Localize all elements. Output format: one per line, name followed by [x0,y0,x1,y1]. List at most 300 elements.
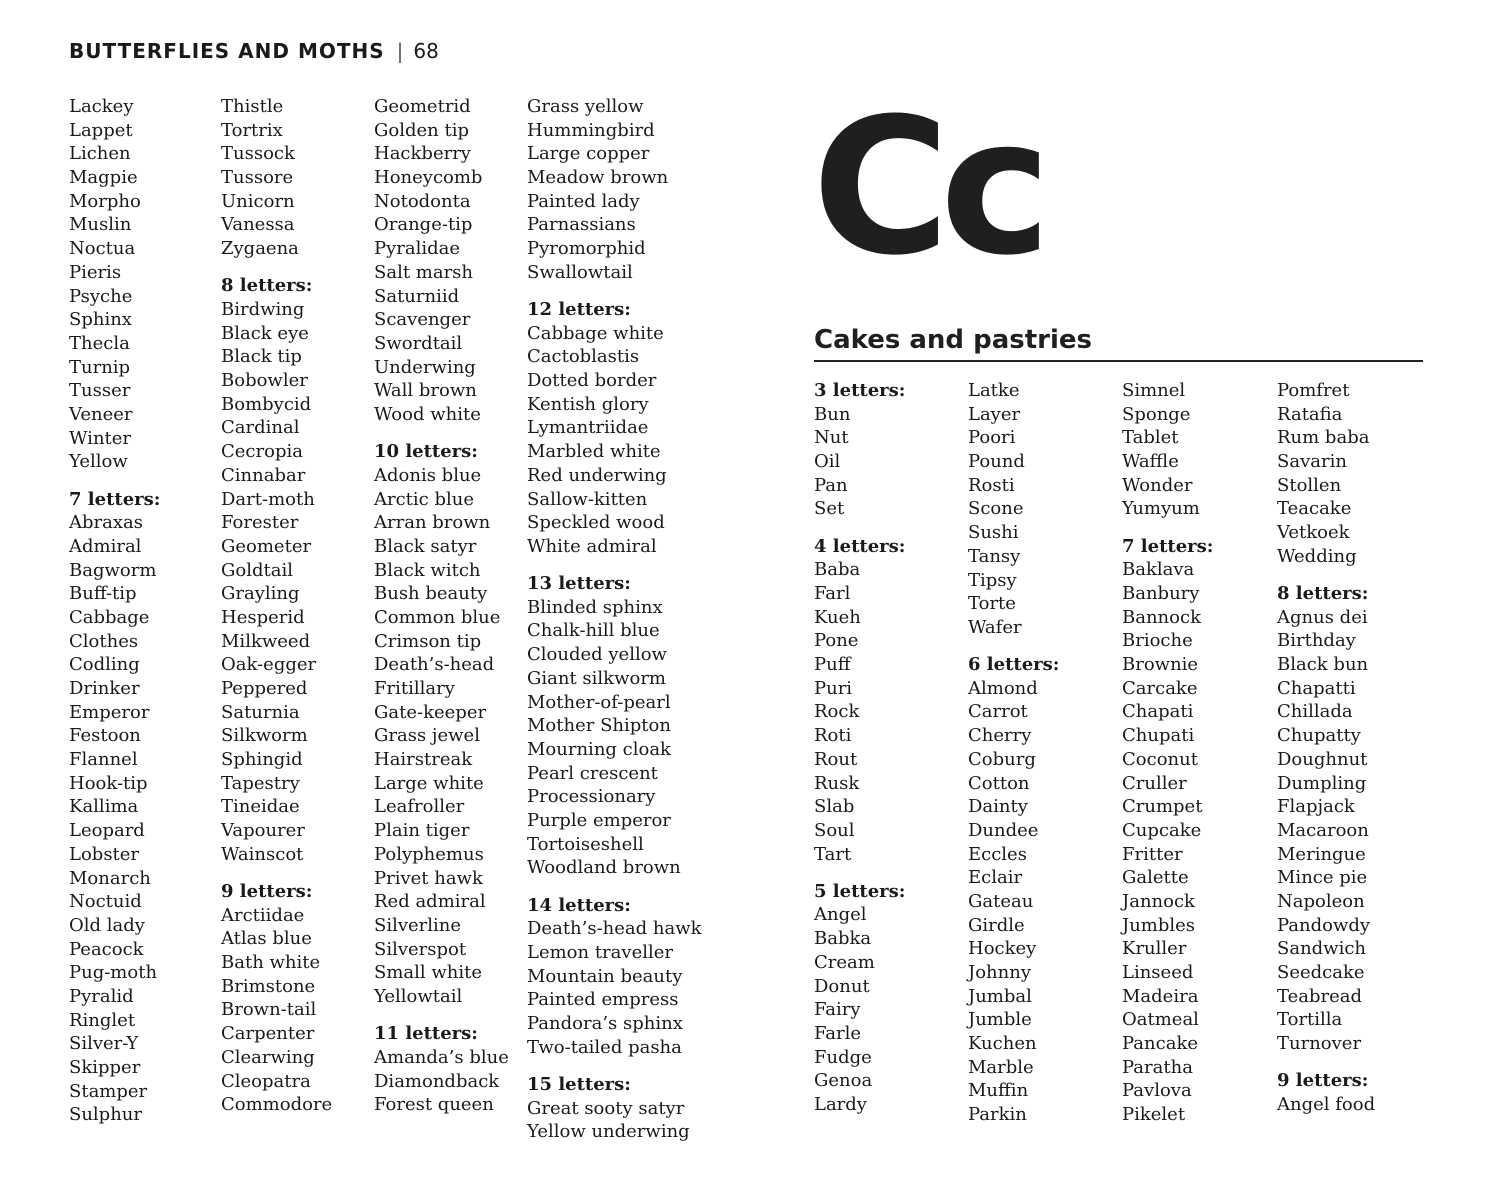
word-item: Turnip [69,356,131,378]
word-item: Mountain beauty [527,965,683,987]
butterflies-column-2 [221,95,332,1117]
word-item: Rusk [814,772,860,794]
word-item: Tansy [968,545,1021,567]
word-item: Silkworm [221,725,308,747]
word-item: Peppered [221,678,308,699]
word-item: Silverline [374,914,462,936]
word-item: Soul [814,819,855,841]
word-item: Eclair [968,867,1023,889]
word-item: Torte [968,593,1016,615]
word-item: Pound [968,451,1025,473]
word-item: Grass yellow [527,96,644,117]
word-item: Stollen [1277,474,1342,496]
spacer [814,521,905,535]
word-item: Common blue [374,606,501,628]
letter-count-heading: 8 letters: [1277,583,1369,604]
word-item: Speckled wood [527,512,665,534]
word-item: Cream [814,951,875,973]
word-item: Mince pie [1277,867,1368,889]
word-item: Farle [814,1022,862,1044]
word-item: Lymantriidae [527,417,649,439]
word-item: Chalk-hill blue [527,620,660,642]
header-separator: | [396,39,404,63]
word-item: Skipper [69,1057,141,1078]
word-item: Chupati [1122,725,1195,747]
butterflies-column-1 [69,95,160,1127]
word-item: Swordtail [374,332,463,354]
word-item: Carrot [968,701,1028,723]
word-item: Milkweed [221,630,311,652]
spacer [374,1009,509,1023]
word-item: Gate-keeper [374,701,487,723]
word-item: Thistle [221,96,284,117]
word-item: Lackey [69,96,134,117]
letter-count-heading: 3 letters: [814,380,906,401]
word-item: Kuchen [968,1033,1037,1055]
word-item: Babka [814,928,872,950]
word-item: Commodore [221,1094,333,1116]
word-item: Almond [968,677,1038,699]
word-item: Adonis blue [374,464,482,486]
word-item: Notodonta [374,190,471,212]
word-item: Tussock [221,143,295,165]
word-item: Sallow-kitten [527,488,648,510]
word-item: Carcake [1122,677,1198,699]
letter-count-heading: 8 letters: [221,275,313,297]
word-item: Sandwich [1277,938,1367,960]
word-item: Scavenger [374,309,471,331]
word-item: Black tip [221,346,302,368]
word-item: Pancake [1122,1033,1198,1055]
word-item: Turnover [1277,1033,1362,1055]
word-item: Cactoblastis [527,346,640,368]
letter-count-heading: 15 letters: [527,1073,631,1095]
word-item: Clouded yellow [527,644,667,666]
cakes-column-3 [1122,379,1213,1127]
spacer [221,261,332,275]
word-item: Vapourer [221,820,305,842]
word-item: Simnel [1122,380,1186,401]
cakes-column-2 [968,379,1059,1127]
word-item: Sphingid [221,749,303,771]
word-item: Blinded sphinx [527,596,663,618]
word-item: Wedding [1277,545,1357,567]
word-item: Fudge [814,1046,872,1068]
word-item: Arctic blue [374,488,475,510]
word-item: Grayling [221,583,300,605]
butterflies-column-3 [374,95,509,1117]
word-item: Tablet [1122,427,1179,449]
word-item: Brown-tail [221,999,317,1021]
word-item: Veneer [69,403,133,425]
word-item: Sushi [968,522,1019,544]
word-item: Silverspot [374,938,467,960]
word-item: Dart-moth [221,488,315,510]
letter-count-heading: 13 letters: [527,573,631,595]
word-item: Bush beauty [374,583,488,605]
word-item: Rum baba [1277,427,1370,449]
letter-count-heading: 9 letters: [1277,1070,1369,1092]
word-item: Giant silkworm [527,667,666,689]
word-item: Amanda’s blue [374,1046,509,1068]
word-item: Johnny [968,962,1031,983]
word-item: Coconut [1122,748,1198,770]
word-item: Magpie [69,167,138,189]
word-item: Teacake [1277,498,1352,520]
word-item: Mother-of-pearl [527,691,671,713]
running-head [69,36,439,66]
word-item: Tusser [69,380,131,402]
word-item: Tart [814,843,852,865]
word-item: Seedcake [1277,962,1365,983]
letter-count-heading: 10 letters: [374,441,478,463]
word-item: Hesperid [221,606,305,628]
word-item: Tapestry [221,772,300,794]
letter-count-heading: 7 letters: [1122,535,1214,557]
word-item: Pandowdy [1277,914,1371,936]
word-item: Tortrix [221,119,283,141]
word-item: Eccles [968,843,1027,865]
word-item: Dundee [968,819,1039,841]
word-item: Large white [374,772,484,794]
word-item: Privet hawk [374,867,483,889]
word-item: Fritter [1122,843,1183,865]
word-item: Crumpet [1122,796,1203,818]
word-item: Old lady [69,914,145,936]
section-title: BUTTERFLIES AND MOTHS [69,39,385,63]
word-item: Yumyum [1122,498,1200,520]
word-item: Farl [814,583,851,604]
word-item: Tussore [221,167,294,189]
word-item: Monarch [69,867,151,889]
word-item: Napoleon [1277,890,1365,912]
word-item: Fairy [814,999,861,1021]
word-item: Orange-tip [374,214,473,236]
word-item: Red admiral [374,891,486,913]
word-item: Baklava [1122,559,1195,581]
word-item: Nut [814,427,849,449]
spacer [527,880,702,894]
spacer [1277,1056,1375,1070]
word-item: Dumpling [1277,772,1367,794]
word-item: Hairstreak [374,749,473,771]
word-item: Death’s-head [374,654,495,676]
word-item: Marble [968,1056,1034,1078]
word-item: Puri [814,677,853,699]
page-number: 68 [413,39,439,63]
word-item: Donut [814,975,870,997]
word-item: Fritillary [374,678,455,699]
word-item: Jumbles [1122,914,1196,936]
word-item: Mourning cloak [527,738,671,760]
word-item: Tortilla [1277,1009,1343,1031]
word-item: Hackberry [374,143,471,165]
word-item: Black eye [221,322,309,344]
word-item: Jumbal [968,985,1032,1007]
word-item: Bagworm [69,559,157,581]
word-item: Brimstone [221,975,316,997]
word-item: Flannel [69,749,138,771]
word-item: Large copper [527,143,650,165]
word-item: Pan [814,474,848,496]
word-item: Morpho [69,190,141,212]
word-item: Clothes [69,630,139,652]
word-item: Cotton [968,772,1030,794]
letter-count-heading: 14 letters: [527,894,631,916]
word-item: Chapati [1122,701,1194,723]
word-item: Vetkoek [1277,522,1350,544]
word-item: Black bun [1277,654,1369,676]
word-item: Forester [221,512,299,534]
letter-count-heading: 9 letters: [221,881,313,902]
spacer [221,867,332,881]
word-item: Sulphur [69,1104,142,1126]
spacer [69,474,160,488]
word-item: Arran brown [374,512,491,534]
word-item: Set [814,498,845,520]
spacer [968,640,1059,654]
word-item: Pomfret [1277,380,1350,401]
word-item: Brownie [1122,654,1199,676]
word-item: Linseed [1122,962,1194,983]
word-item: Baba [814,559,861,581]
word-item: Polyphemus [374,843,484,865]
word-item: Sphinx [69,309,132,331]
word-item: Ringlet [69,1009,136,1031]
letter-count-heading: 12 letters: [527,299,631,320]
letter-count-heading: 4 letters: [814,535,906,557]
word-item: Pavlova [1122,1080,1192,1102]
word-item: Marbled white [527,441,661,463]
word-item: Silver-Y [69,1033,139,1055]
word-item: Painted empress [527,989,679,1011]
word-item: Flapjack [1277,796,1355,818]
word-item: Pone [814,630,859,652]
category-divider [814,360,1423,362]
word-item: Leopard [69,820,145,842]
word-item: Golden tip [374,119,469,141]
word-item: Leafroller [374,796,465,818]
word-item: Gateau [968,890,1034,912]
letter-count-heading: 11 letters: [374,1023,478,1045]
word-item: Vanessa [221,214,295,236]
word-item: Parnassians [527,214,636,236]
word-item: Pyralidae [374,238,461,260]
word-item: Paratha [1122,1056,1193,1078]
word-item: Woodland brown [527,857,681,879]
word-item: Savarin [1277,451,1347,473]
word-item: Saturniid [374,285,460,307]
word-item: Teabread [1277,985,1363,1007]
word-item: Lobster [69,843,140,865]
word-item: Bombycid [221,393,312,415]
word-item: Abraxas [69,512,143,534]
word-item: Clearwing [221,1046,315,1068]
cakes-column-4 [1277,379,1375,1117]
word-item: Genoa [814,1070,873,1092]
word-item: Agnus dei [1277,606,1368,628]
word-item: Coburg [968,748,1036,770]
word-item: Painted lady [527,190,640,212]
word-item: Black witch [374,559,481,581]
word-item: Galette [1122,867,1189,889]
word-item: Honeycomb [374,167,483,189]
word-item: Unicorn [221,190,295,212]
word-item: Geometrid [374,96,471,117]
word-item: Drinker [69,678,140,699]
word-item: Waffle [1122,451,1179,473]
word-item: Arctiidae [221,904,305,926]
word-item: Cinnabar [221,464,306,486]
word-item: White admiral [527,535,657,557]
word-item: Hummingbird [527,119,655,141]
cakes-column-1 [814,379,905,1117]
word-item: Psyche [69,285,133,307]
word-item: Wainscot [221,843,304,865]
word-item: Buff-tip [69,583,137,605]
word-item: Swallowtail [527,261,633,283]
word-item: Angel food [1277,1093,1376,1115]
word-item: Bath white [221,952,321,974]
word-item: Death’s-head hawk [527,918,702,940]
word-item: Wood white [374,403,481,425]
word-item: Tipsy [968,569,1017,591]
word-item: Doughnut [1277,748,1368,770]
category-title: Cakes and pastries [814,325,1093,355]
spacer [814,866,905,880]
word-item: Parkin [968,1104,1027,1126]
word-item: Festoon [69,725,141,747]
word-item: Pieris [69,261,122,283]
word-item: Tineidae [221,796,300,818]
letter-count-heading: 5 letters: [814,880,906,902]
word-item: Codling [69,654,140,676]
word-item: Great sooty satyr [527,1097,685,1119]
word-item: Lappet [69,119,133,141]
word-item: Muslin [69,214,132,236]
word-item: Yellowtail [374,985,463,1007]
word-item: Dotted border [527,370,657,392]
letter-count-heading: 7 letters: [69,488,161,510]
word-item: Dainty [968,796,1028,818]
word-item: Cabbage white [527,322,664,344]
word-item: Pyralid [69,985,134,1007]
word-item: Yellow [69,451,128,473]
word-item: Geometer [221,535,312,557]
word-item: Muffin [968,1080,1029,1102]
word-item: Cherry [968,725,1032,747]
word-item: Black satyr [374,535,477,557]
word-item: Girdle [968,914,1025,936]
word-item: Purple emperor [527,809,671,831]
word-item: Rock [814,701,860,723]
word-item: Kallima [69,796,139,818]
word-item: Saturnia [221,701,300,723]
word-item: Red underwing [527,464,667,486]
word-item: Cabbage [69,606,150,628]
word-item: Kueh [814,606,861,628]
word-item: Brioche [1122,630,1193,652]
word-item: Crimson tip [374,630,482,652]
word-item: Roti [814,725,852,747]
word-item: Bannock [1122,606,1201,628]
word-item: Two-tailed pasha [527,1036,682,1058]
word-item: Bobowler [221,370,308,392]
word-item: Lardy [814,1093,867,1115]
spacer [374,427,509,441]
word-item: Puff [814,654,851,676]
word-item: Latke [968,380,1020,401]
word-item: Banbury [1122,583,1200,604]
word-item: Pearl crescent [527,762,658,784]
word-item: Scone [968,498,1024,520]
word-item: Poori [968,427,1016,449]
spacer [527,1059,702,1073]
word-item: Chillada [1277,701,1353,723]
word-item: Chapatti [1277,677,1356,699]
word-item: Emperor [69,701,150,723]
word-item: Mother Shipton [527,715,671,737]
word-item: Stamper [69,1080,148,1102]
word-item: Chupatty [1277,725,1361,747]
word-item: Pikelet [1122,1104,1186,1126]
word-item: Admiral [69,535,142,557]
word-item: Kentish glory [527,393,649,415]
word-item: Carpenter [221,1023,315,1045]
word-item: Grass jewel [374,725,480,747]
word-item: Macaroon [1277,819,1369,841]
word-item: Oatmeal [1122,1009,1199,1031]
word-item: Birthday [1277,630,1356,652]
word-item: Meadow brown [527,167,669,189]
word-item: Oil [814,451,841,473]
word-item: Plain tiger [374,820,470,842]
word-item: Meringue [1277,843,1366,865]
spacer [1122,521,1213,535]
word-item: Small white [374,962,483,984]
word-item: Noctua [69,238,136,260]
word-item: Processionary [527,786,656,808]
word-item: Zygaena [221,238,299,260]
word-item: Layer [968,403,1021,425]
word-item: Cleopatra [221,1070,311,1092]
word-item: Rout [814,748,858,770]
word-item: Bun [814,403,851,425]
word-item: Cruller [1122,772,1187,794]
word-item: Thecla [69,332,130,354]
word-item: Madeira [1122,985,1199,1007]
word-item: Jumble [968,1009,1032,1031]
word-item: Slab [814,796,855,818]
word-item: Birdwing [221,299,305,320]
word-item: Hockey [968,938,1037,960]
word-item: Salt marsh [374,261,474,283]
word-item: Underwing [374,356,476,378]
word-item: Noctuid [69,891,142,913]
word-item: Peacock [69,938,144,960]
word-item: Yellow underwing [527,1121,690,1143]
word-item: Rosti [968,474,1015,496]
word-item: Cupcake [1122,819,1202,841]
word-item: Sponge [1122,403,1191,425]
word-item: Wafer [968,616,1022,638]
word-item: Wall brown [374,380,477,402]
spacer [1277,569,1375,583]
word-item: Goldtail [221,559,293,581]
word-item: Kruller [1122,938,1187,960]
word-item: Wonder [1122,474,1193,496]
word-item: Oak-egger [221,654,317,676]
